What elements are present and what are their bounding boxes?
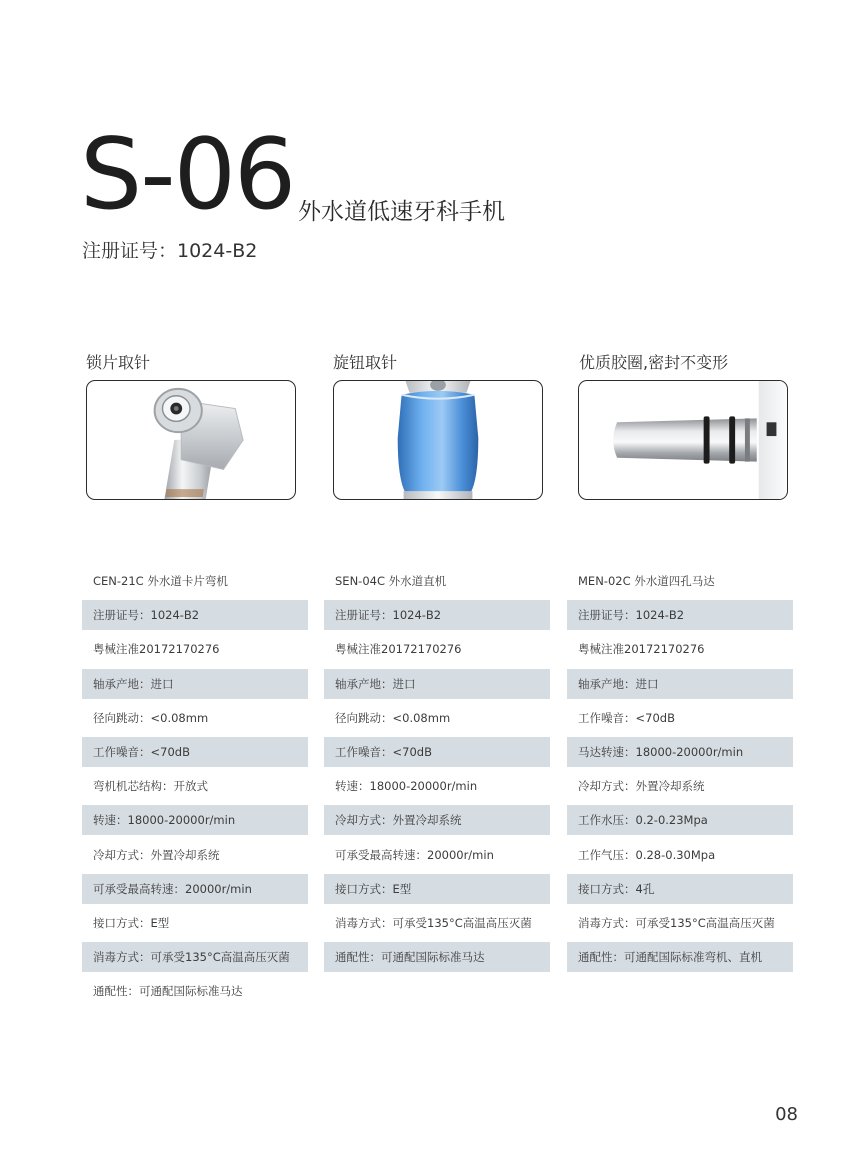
- feature-label-lock: 锁片取针: [86, 353, 151, 372]
- spec-column-title: SEN-04C 外水道直机: [335, 574, 447, 588]
- feature-label-knob: 旋钮取针: [333, 353, 398, 372]
- page-number: 08: [775, 1104, 798, 1125]
- spec-row: 注册证号：1024-B2: [82, 600, 308, 630]
- spec-row: 工作噪音：<70dB: [578, 710, 675, 725]
- spec-row: 工作噪音：<70dB: [82, 737, 308, 767]
- feature-label-oring: 优质胶圈,密封不变形: [579, 353, 729, 372]
- spec-row: 工作气压：0.28-0.30Mpa: [578, 847, 716, 862]
- spec-row: 工作水压：0.2-0.23Mpa: [567, 805, 793, 835]
- registration-number: 注册证号：1024-B2: [82, 240, 258, 262]
- spec-row: 通配性：可通配国际标准马达: [93, 984, 243, 999]
- spec-row: 马达转速：18000-20000r/min: [567, 737, 793, 767]
- spec-row: 接口方式：E型: [93, 915, 170, 930]
- spec-row: 冷却方式：外置冷却系统: [578, 779, 705, 794]
- product-subtitle: 外水道低速牙科手机: [298, 199, 505, 225]
- spec-column-cen21c: [82, 566, 308, 1010]
- spec-row: 消毒方式：可承受135°C高温高压灭菌: [335, 915, 532, 930]
- spec-column-men02c: [567, 566, 793, 976]
- spec-row: 可承受最高转速：20000r/min: [335, 847, 494, 862]
- spec-row: 轴承产地：进口: [324, 669, 550, 699]
- spec-row: 通配性：可通配国际标准弯机、直机: [567, 942, 793, 972]
- spec-row: 消毒方式：可承受135°C高温高压灭菌: [578, 915, 775, 930]
- blue-knob-icon: [334, 381, 542, 499]
- spec-row: 粤械注准20172170276: [578, 642, 705, 657]
- spec-row: 径向跳动：<0.08mm: [93, 710, 209, 725]
- spec-row: 径向跳动：<0.08mm: [335, 710, 451, 725]
- spec-row: 粤械注准20172170276: [93, 642, 220, 657]
- feature-image-oring: [578, 380, 788, 500]
- spec-row: 弯机机芯结构：开放式: [93, 779, 208, 794]
- spec-row: 转速：18000-20000r/min: [82, 805, 308, 835]
- spec-row: 可承受最高转速：20000r/min: [82, 874, 308, 904]
- spec-row: 转速：18000-20000r/min: [335, 779, 478, 794]
- spec-row: 粤械注准20172170276: [335, 642, 462, 657]
- spec-row: 消毒方式：可承受135°C高温高压灭菌: [82, 942, 308, 972]
- contra-angle-head-icon: [87, 381, 295, 499]
- spec-column-title: MEN-02C 外水道四孔马达: [578, 574, 715, 588]
- model-title: S-06: [80, 118, 295, 232]
- spec-row: 轴承产地：进口: [567, 669, 793, 699]
- o-ring-shaft-icon: [579, 381, 787, 499]
- feature-image-knob: [333, 380, 543, 500]
- feature-image-lock: [86, 380, 296, 500]
- spec-row: 接口方式：E型: [324, 874, 550, 904]
- spec-row: 接口方式：4孔: [567, 874, 793, 904]
- spec-row: 注册证号：1024-B2: [324, 600, 550, 630]
- spec-row: 冷却方式：外置冷却系统: [93, 847, 220, 862]
- spec-row: 轴承产地：进口: [82, 669, 308, 699]
- spec-row: 通配性：可通配国际标准马达: [324, 942, 550, 972]
- spec-column-sen04c: [324, 566, 550, 976]
- spec-column-title: CEN-21C 外水道卡片弯机: [93, 574, 228, 588]
- spec-row: 注册证号：1024-B2: [567, 600, 793, 630]
- spec-row: 工作噪音：<70dB: [324, 737, 550, 767]
- spec-row: 冷却方式：外置冷却系统: [324, 805, 550, 835]
